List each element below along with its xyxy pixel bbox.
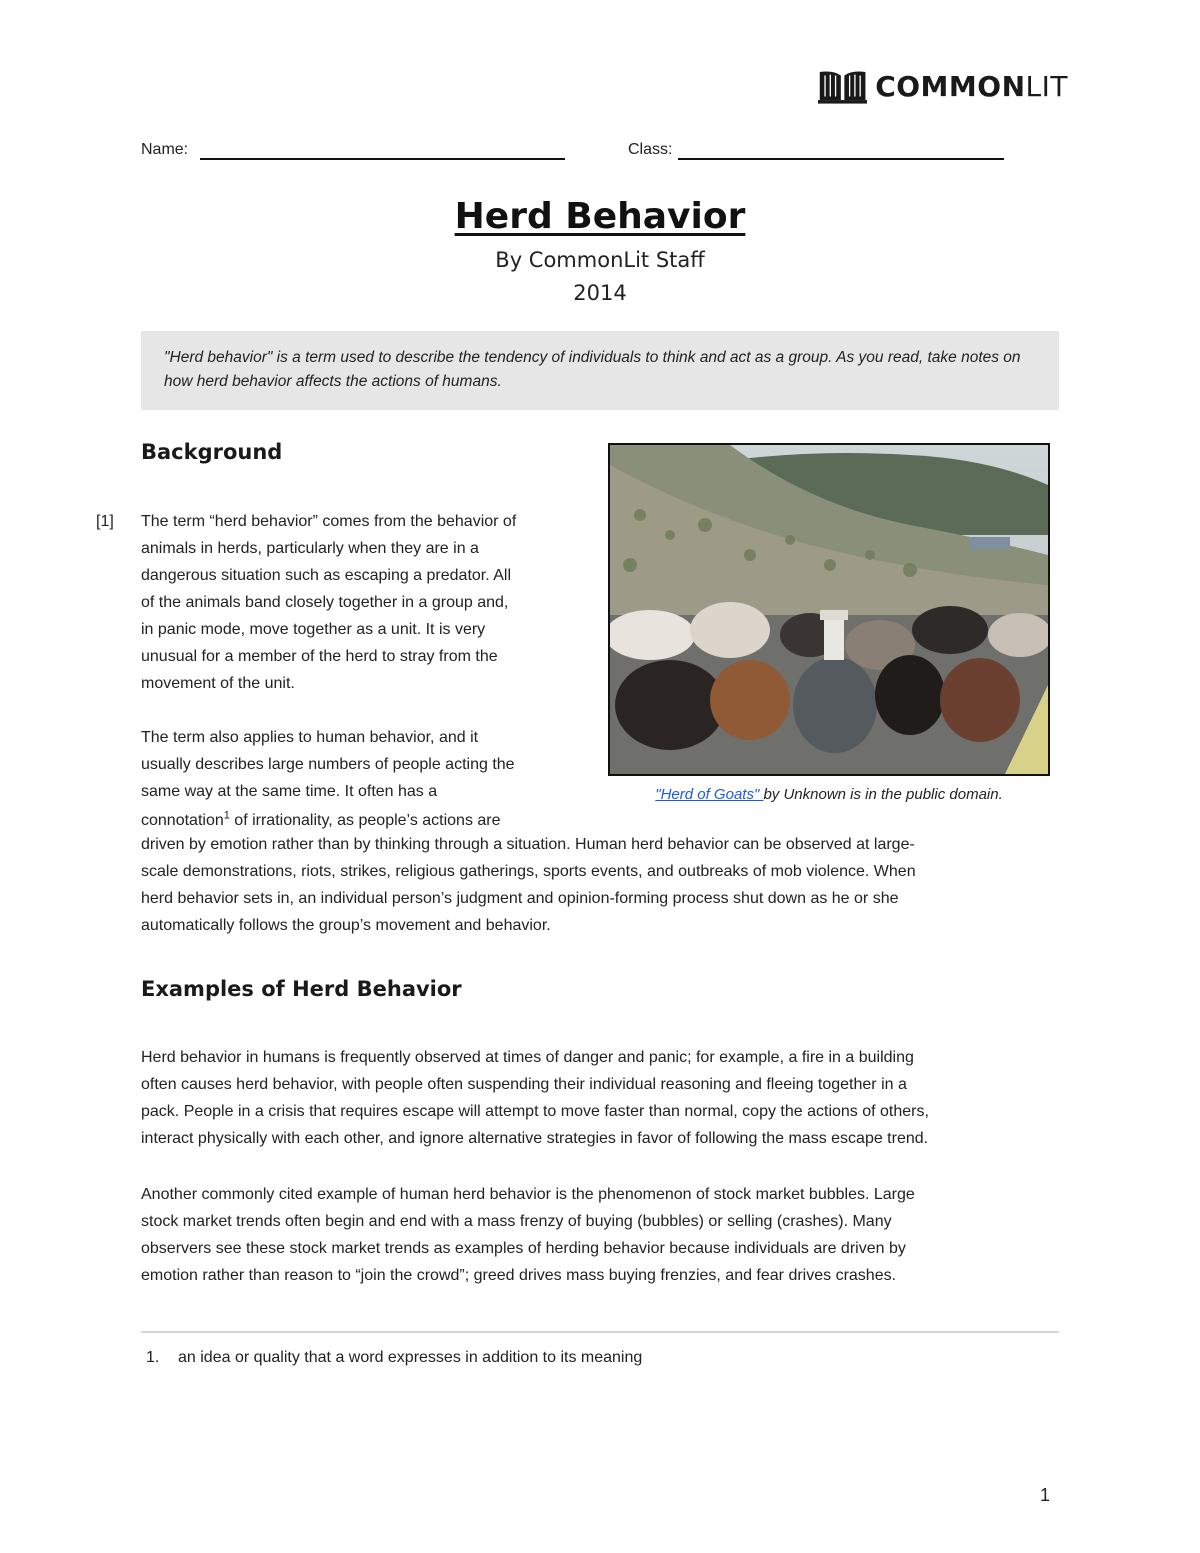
text-span: of irrationality, as people’s actions are: [229, 812, 501, 829]
commonlit-logo: [818, 64, 1068, 108]
publication-year: 2014: [573, 281, 627, 305]
text-line: pack. People in a crisis that requires escape will attempt to move faster than normal, copy the actions of others,: [141, 1103, 929, 1120]
caption-text: by Unknown is in the public domain.: [763, 786, 1003, 803]
herd-of-goats-photo: [608, 443, 1050, 776]
text-line: automatically follows the group’s movement and behavior.: [141, 917, 551, 934]
text-line: of the animals band closely together in a group and,: [141, 594, 509, 611]
image-source-link[interactable]: "Herd of Goats": [655, 786, 764, 803]
text-line: movement of the unit.: [141, 675, 295, 692]
text-line: driven by emotion rather than by thinking through a situation. Human herd behavior can be observed at large-: [141, 836, 915, 853]
text-line: The term also applies to human behavior, and it: [141, 729, 479, 746]
text-line: in panic mode, move together as a unit. It is very: [141, 621, 486, 638]
text-line: emotion rather than reason to “join the crowd”; greed drives mass buying frenzies, and fear drives crashes.: [141, 1267, 897, 1284]
examples-paragraph-1: [141, 1044, 1059, 1152]
page-title: Herd Behavior: [454, 196, 746, 237]
text-line: same way at the same time. It often has a: [141, 783, 438, 800]
footnote-text: an idea or quality that a word expresses in addition to its meaning: [178, 1349, 643, 1366]
image-caption: [608, 786, 1050, 803]
name-field[interactable]: [200, 158, 565, 160]
background-heading: Background: [141, 440, 283, 464]
text-line: observers see these stock market trends as examples of herding behavior because individuals are driven by: [141, 1240, 906, 1257]
open-book-icon: [818, 66, 867, 106]
name-label: Name:: [141, 141, 189, 158]
text-line: herd behavior sets in, an individual person’s judgment and opinion-forming process shut down as he or she: [141, 890, 899, 907]
class-label: Class:: [628, 141, 673, 158]
paragraph-marker: [1]: [96, 513, 114, 530]
text-line: Herd behavior in humans is frequently observed at times of danger and panic; for example, a fire in a building: [141, 1049, 914, 1066]
class-field[interactable]: [678, 158, 1004, 160]
text-line: scale demonstrations, riots, strikes, religious gatherings, sports events, and outbreaks of mob violence. When: [141, 863, 916, 880]
text-line: The term “herd behavior” comes from the behavior of: [141, 513, 517, 530]
text-line: dangerous situation such as escaping a predator. All: [141, 567, 512, 584]
background-paragraph-2-wide: [141, 831, 1059, 939]
text-line: unusual for a member of the herd to stray from the: [141, 648, 498, 665]
page-number: 1: [1040, 1485, 1051, 1505]
footnote-number: 1.: [146, 1349, 160, 1366]
footnote-divider: [141, 1331, 1059, 1333]
footnote-ref[interactable]: 1: [223, 809, 230, 822]
background-paragraph-1: [141, 508, 601, 697]
text-line: interact physically with each other, and ignore alternative strategies in favor of following the mass escape trend.: [141, 1130, 929, 1147]
intro-box: "Herd behavior" is a term used to describe the tendency of individuals to think and act as a group. As you read, take notes on how herd behavior affects the actions of humans.: [141, 331, 1059, 410]
text-line: animals in herds, particularly when they are in a: [141, 540, 479, 557]
text-line: often causes herd behavior, with people often suspending their individual reasoning and fleeing together in a: [141, 1076, 907, 1093]
text-line: usually describes large numbers of people acting the: [141, 756, 515, 773]
background-paragraph-2-narrow: [141, 724, 601, 834]
text-line: [141, 807, 601, 834]
text-line: Another commonly cited example of human herd behavior is the phenomenon of stock market bubbles. Large: [141, 1186, 915, 1203]
examples-heading: Examples of Herd Behavior: [141, 977, 462, 1001]
logo-wordmark: COMMONLIT: [875, 69, 1068, 103]
glossary-term: connotation: [141, 812, 224, 829]
byline: By CommonLit Staff: [495, 248, 705, 272]
examples-paragraph-2: [141, 1181, 1059, 1289]
text-line: stock market trends often begin and end with a mass frenzy of buying (bubbles) or selling (crashes). Many: [141, 1213, 892, 1230]
